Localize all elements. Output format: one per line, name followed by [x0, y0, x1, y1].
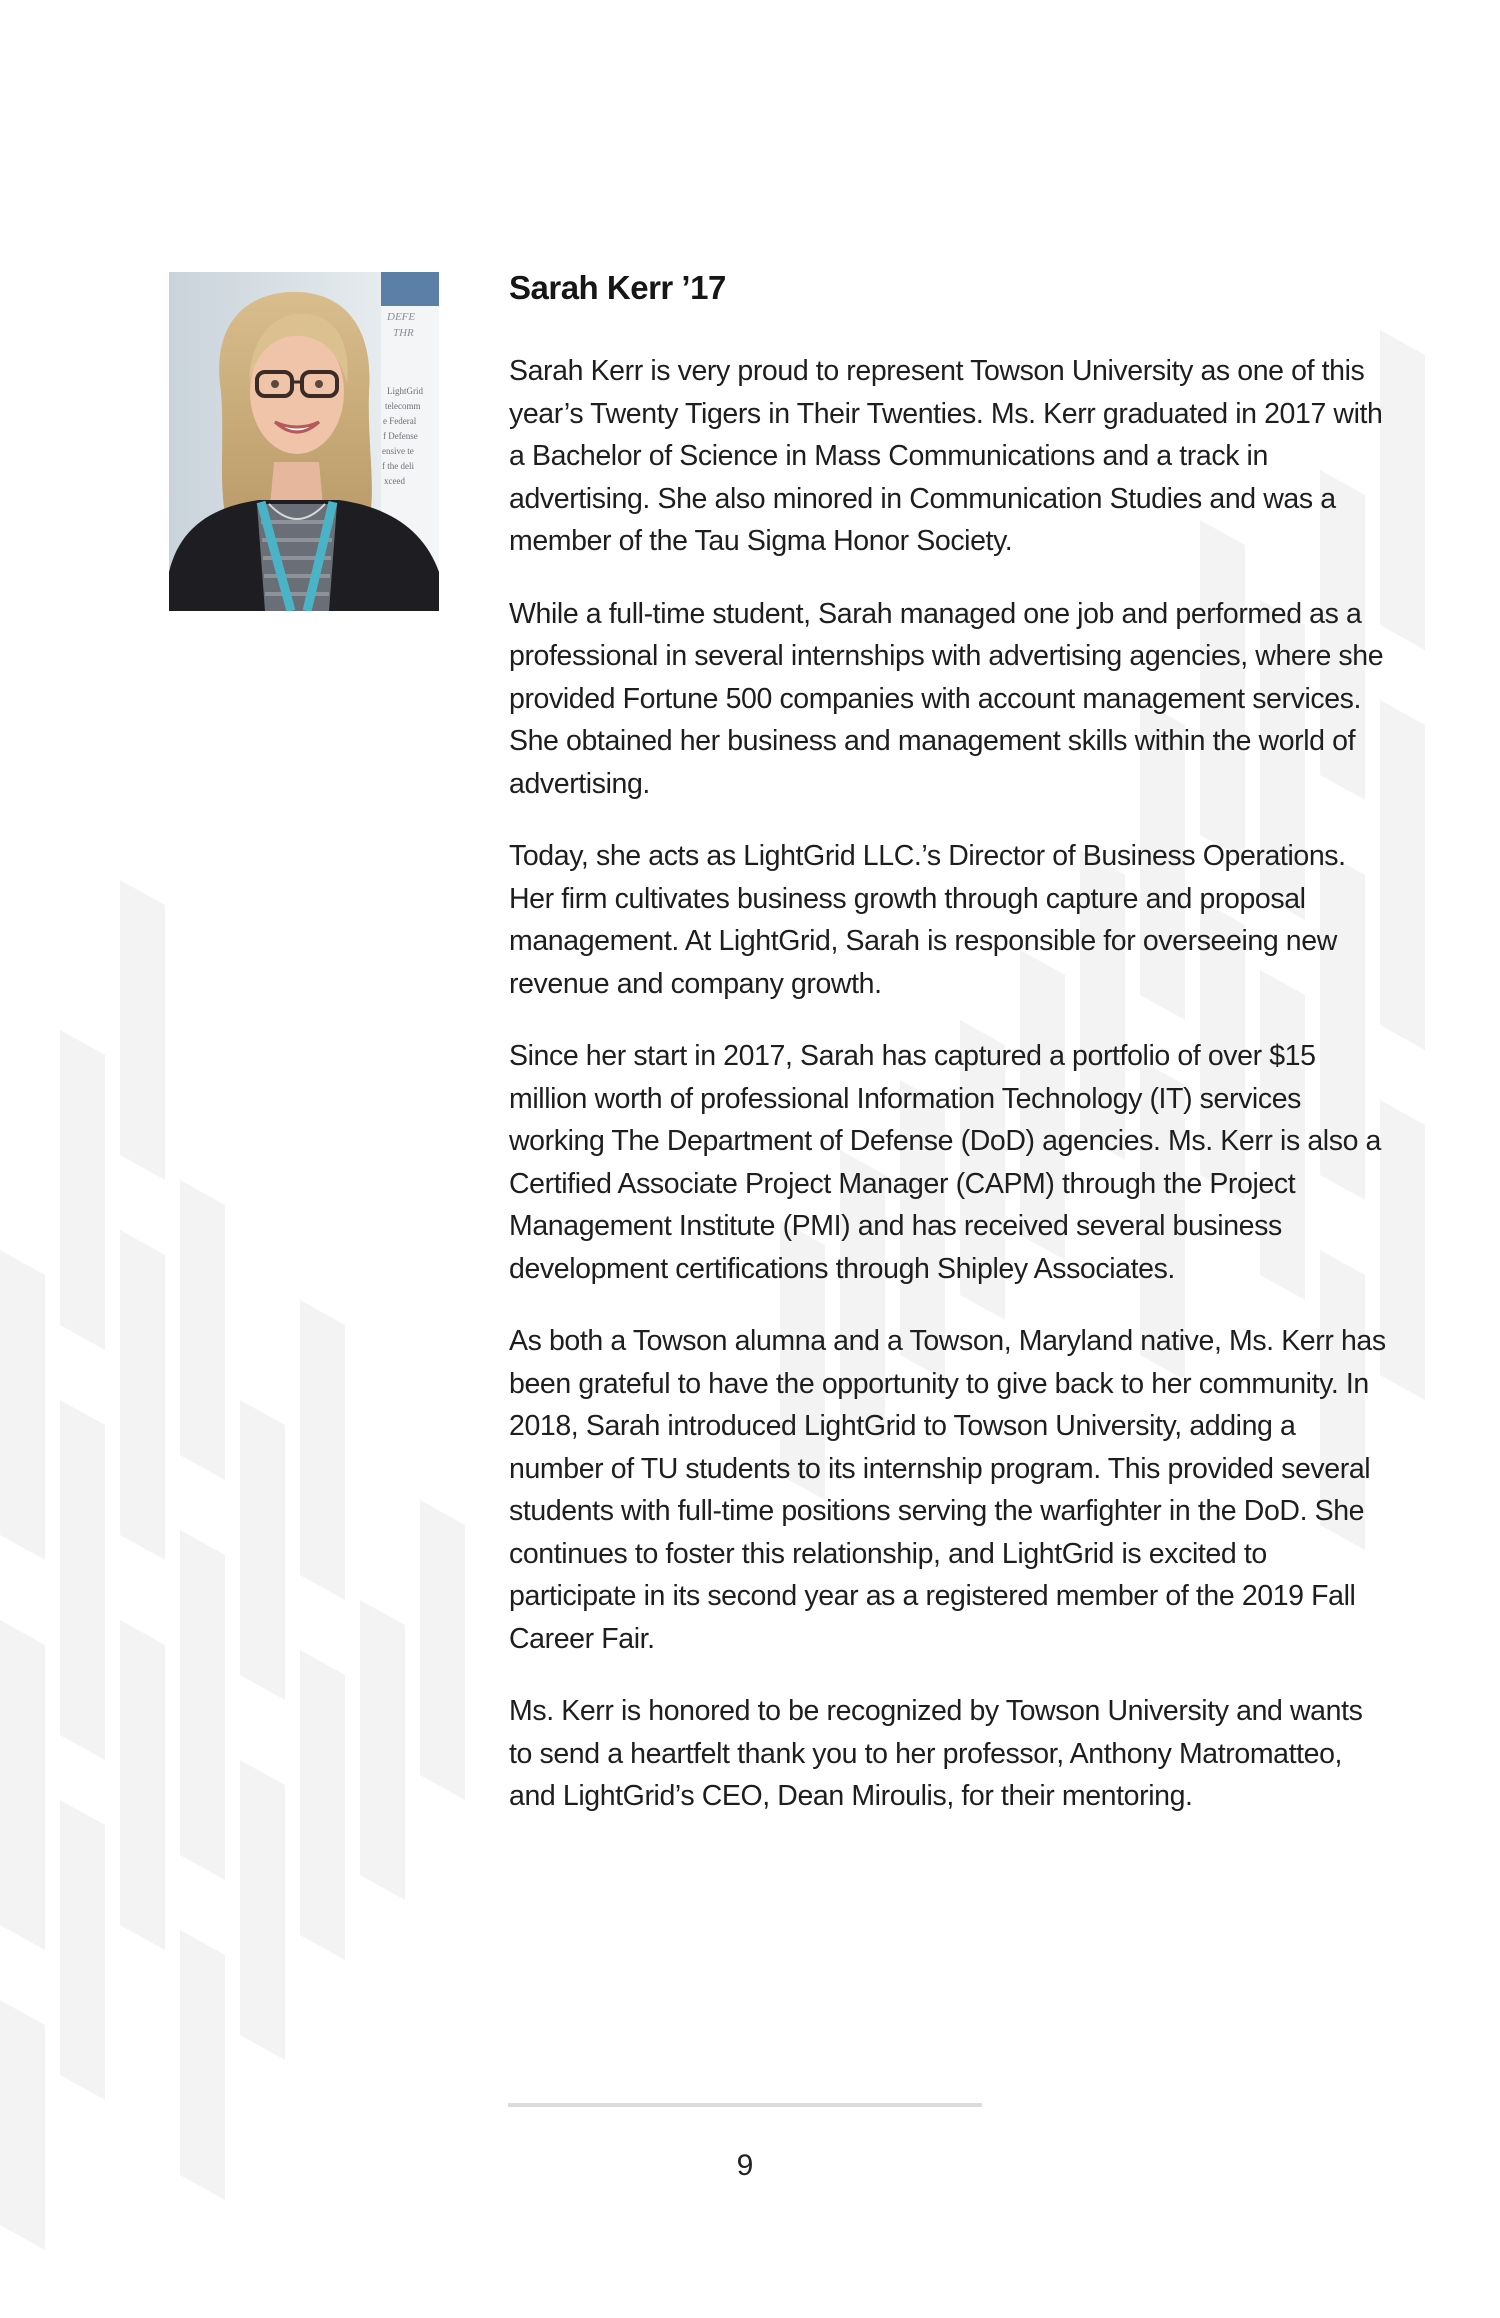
backdrop-text: ensive te [382, 446, 414, 456]
portrait-photo [169, 272, 439, 611]
profile-name: Sarah Kerr ’17 [509, 269, 726, 306]
backdrop-text: LightGrid [387, 386, 423, 396]
footer-divider [508, 2103, 982, 2107]
bio-paragraph: Today, she acts as LightGrid LLC.’s Director of Business Operations. Her firm cultivates business growth through capture and proposal management. At LightGrid, Sarah is responsible for overseeing new revenue and company growth. [509, 840, 1346, 1000]
bio-paragraph: As both a Towson alumna and a Towson, Maryland native, Ms. Kerr has been grateful to have the opportunity to give back to her community. In 2018, Sarah introduced LightGrid to Towson University, adding a number of TU students to its internship program. This provided several students with full-time positions serving the warfighter in the DoD. She continues to foster this relationship, and LightGrid is excited to participate in its second year as a registered member of the 2019 Fall Career Fair. [509, 1325, 1386, 1655]
backdrop-text: xceed [384, 476, 405, 486]
backdrop-text: f the deli [382, 461, 414, 471]
backdrop-text: f Defense [383, 431, 418, 441]
backdrop-text: THR [393, 327, 414, 339]
bio-content [509, 262, 1389, 1848]
bio-paragraph: While a full-time student, Sarah managed one job and performed as a professional in several internships with advertising agencies, where she provided Fortune 500 companies with account management services. She obtained her business and management skills within the world of advertising. [509, 597, 1384, 800]
page-number: 9 [736, 2149, 754, 2182]
backdrop-text: DEFE [387, 311, 416, 323]
bio-paragraph: Sarah Kerr is very proud to represent Towson University as one of this year’s Twenty Tigers in Their Twenties. Ms. Kerr graduated in 2017 with a Bachelor of Science in Mass Communications and a track in advertising. She also minored in Communication Studies and was a member of the Tau Sigma Honor Society. [509, 355, 1383, 557]
bio-paragraph: Since her start in 2017, Sarah has captured a portfolio of over $15 million worth of professional Information Technology (IT) services working The Department of Defense (DoD) agencies. Ms. Kerr is also a Certified Associate Project Manager (CAPM) through the Project Management Institute (PMI) and has received several business development certifications through Shipley Associates. [509, 1040, 1381, 1285]
backdrop-text: telecomm [385, 401, 421, 411]
backdrop-text: e Federal [383, 416, 417, 426]
bio-paragraph: Ms. Kerr is honored to be recognized by Towson University and wants to send a heartfelt thank you to her professor, Anthony Matromatteo, and LightGrid’s CEO, Dean Miroulis, for their mentoring. [509, 1695, 1363, 1812]
